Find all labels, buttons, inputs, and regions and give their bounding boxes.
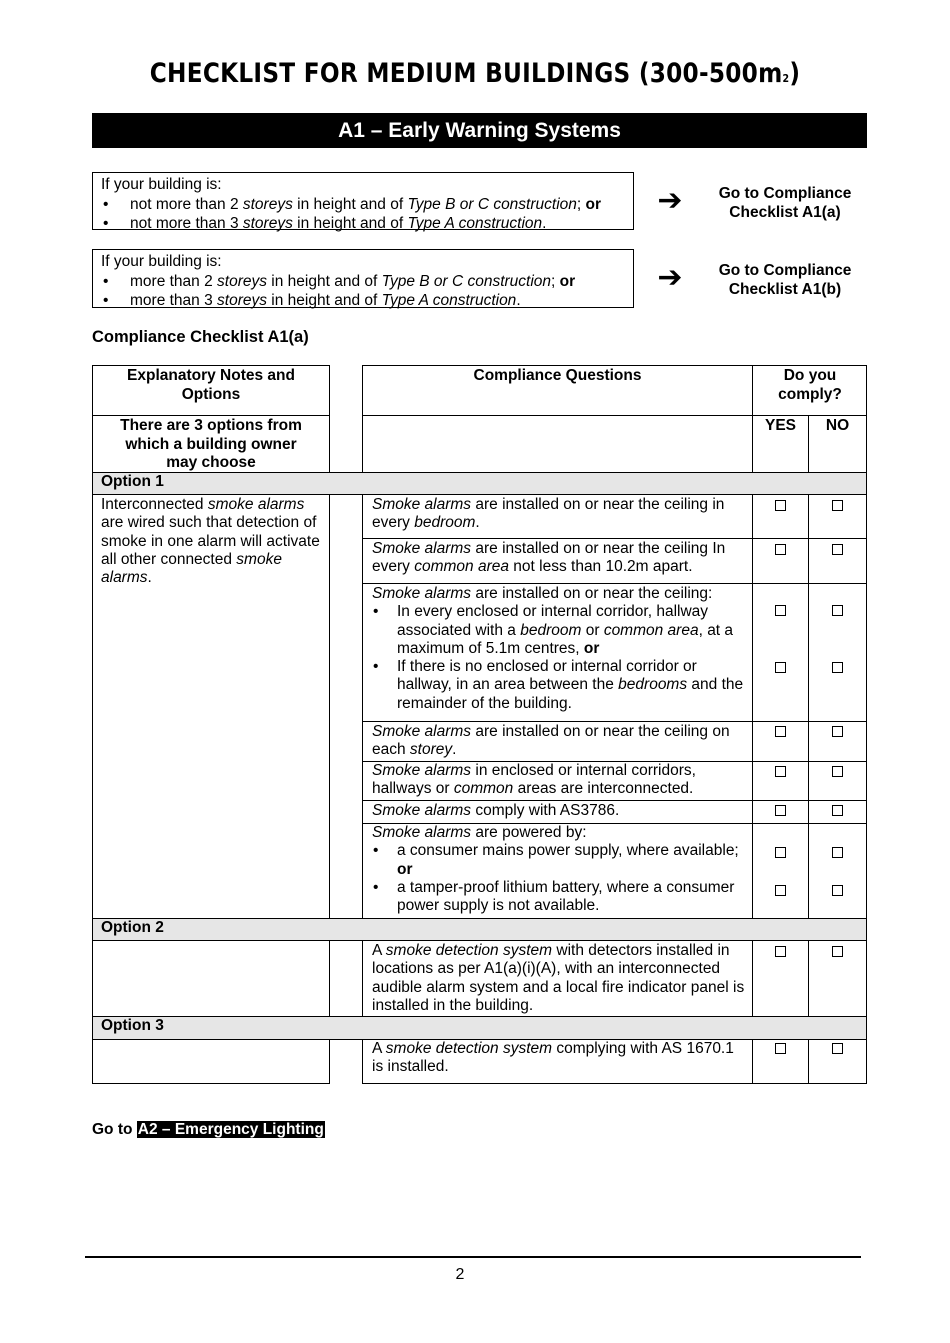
header-yes: YES (764, 417, 796, 434)
emergency-lighting-link[interactable]: A2 – Emergency Lighting (137, 1121, 324, 1138)
question-power-bullet-1: • a consumer mains power supply, where available; or (372, 842, 747, 879)
section-heading: A1 – Early Warning Systems (92, 113, 867, 148)
yes-checkbox[interactable] (775, 946, 786, 957)
no-checkbox[interactable] (832, 847, 843, 858)
question-power-bullet-2: • a tamper-proof lithium battery, where a consumer power supply is not available. (372, 879, 747, 916)
question-corridor-bullet-2: • If there is no enclosed or internal corridor or hallway, in an area between the bedrooms and the remainder of the building. (372, 658, 747, 713)
no-checkbox[interactable] (832, 885, 843, 896)
no-checkbox[interactable] (832, 766, 843, 777)
question-common-area: Smoke alarms are installed on or near the ceiling In every common area not less than 10.2m apart. (372, 540, 726, 576)
question-corridor-bullet-1: • In every enclosed or internal corridor, hallway associated with a bedroom or common area, at a maximum of 5.1m centres, or (372, 603, 747, 658)
header-notes: Explanatory Notes and Options (127, 367, 295, 403)
arrow-right-icon: ➔ (657, 184, 683, 217)
question-corridor: Smoke alarms are installed on or near the ceiling: • In every enclosed or internal corridor, hallway associated with a bedroom or common area, at a maximum of 5.1m centres, or • If there is no enclosed or internal corridor or hallway, in an area between the bedrooms and the remainder of the building. (372, 585, 747, 713)
yes-checkbox[interactable] (775, 847, 786, 858)
page-title: CHECKLIST FOR MEDIUM BUILDINGS (300-500m2) (149, 58, 801, 89)
option-1-label: Option 1 (101, 473, 164, 490)
option-3-band (92, 1016, 867, 1039)
yes-checkbox[interactable] (775, 885, 786, 896)
yes-checkbox[interactable] (775, 1043, 786, 1054)
no-checkbox[interactable] (832, 605, 843, 616)
option-2-band (92, 918, 867, 940)
checklist-title: Compliance Checklist A1(a) (92, 328, 309, 346)
yes-checkbox[interactable] (775, 805, 786, 816)
option-1-note: Interconnected smoke alarms are wired such that detection of smoke in one alarm will activate all other connected smoke alarms. (101, 496, 320, 587)
yes-checkbox[interactable] (775, 726, 786, 737)
yes-checkbox[interactable] (775, 500, 786, 511)
rule-a-line-2: • not more than 3 storeys in height and of Type A construction. (101, 214, 625, 234)
arrow-right-icon: ➔ (657, 261, 683, 294)
header-comply: Do you comply? (778, 367, 842, 403)
question-as3786: Smoke alarms comply with AS3786. (372, 802, 620, 819)
question-as1670: A smoke detection system complying with AS 1670.1 is installed. (372, 1040, 734, 1076)
no-checkbox[interactable] (832, 726, 843, 737)
yes-checkbox[interactable] (775, 605, 786, 616)
no-checkbox[interactable] (832, 1043, 843, 1054)
goto-checklist-a1a-link[interactable]: Go to Compliance Checklist A1(a) (718, 185, 852, 221)
no-checkbox[interactable] (832, 805, 843, 816)
header-questions: Compliance Questions (473, 367, 642, 384)
question-bedroom: Smoke alarms are installed on or near the ceiling in every bedroom. (372, 496, 725, 532)
goto-checklist-a1b-link[interactable]: Go to Compliance Checklist A1(b) (718, 262, 852, 298)
footer-divider (85, 1256, 861, 1258)
option-3-label: Option 3 (101, 1017, 164, 1034)
page-number: 2 (455, 1266, 465, 1283)
rule-a-line-1: • not more than 2 storeys in height and of Type B or C construction; or (101, 195, 625, 215)
option-2-label: Option 2 (101, 919, 164, 936)
option-1-band (92, 472, 867, 494)
no-checkbox[interactable] (832, 544, 843, 555)
rule-a-intro: If your building is: (101, 176, 222, 193)
no-checkbox[interactable] (832, 946, 843, 957)
rule-b-intro: If your building is: (101, 253, 222, 270)
yes-checkbox[interactable] (775, 544, 786, 555)
options-note: There are 3 options from which a building owner may choose (120, 417, 302, 471)
header-no: NO (825, 417, 850, 434)
no-checkbox[interactable] (832, 662, 843, 673)
no-checkbox[interactable] (832, 500, 843, 511)
question-interconnected: Smoke alarms in enclosed or internal corridors, hallways or common areas are interconnected. (372, 762, 696, 798)
question-smoke-detection-system: A smoke detection system with detectors installed in locations as per A1(a)(i)(A), with an interconnected audible alarm system and a local fire indicator panel is installed in the building. (372, 942, 745, 1014)
rule-b-line-2: • more than 3 storeys in height and of Type A construction. (101, 291, 625, 311)
question-power: Smoke alarms are powered by: • a consumer mains power supply, where available; or • a tamper-proof lithium battery, where a consumer power supply is not available. (372, 824, 747, 915)
goto-next-section: Go to A2 – Emergency Lighting (92, 1121, 324, 1138)
yes-checkbox[interactable] (775, 662, 786, 673)
rule-b-line-1: • more than 2 storeys in height and of Type B or C construction; or (101, 272, 625, 292)
question-storey: Smoke alarms are installed on or near the ceiling on each storey. (372, 723, 730, 759)
yes-checkbox[interactable] (775, 766, 786, 777)
